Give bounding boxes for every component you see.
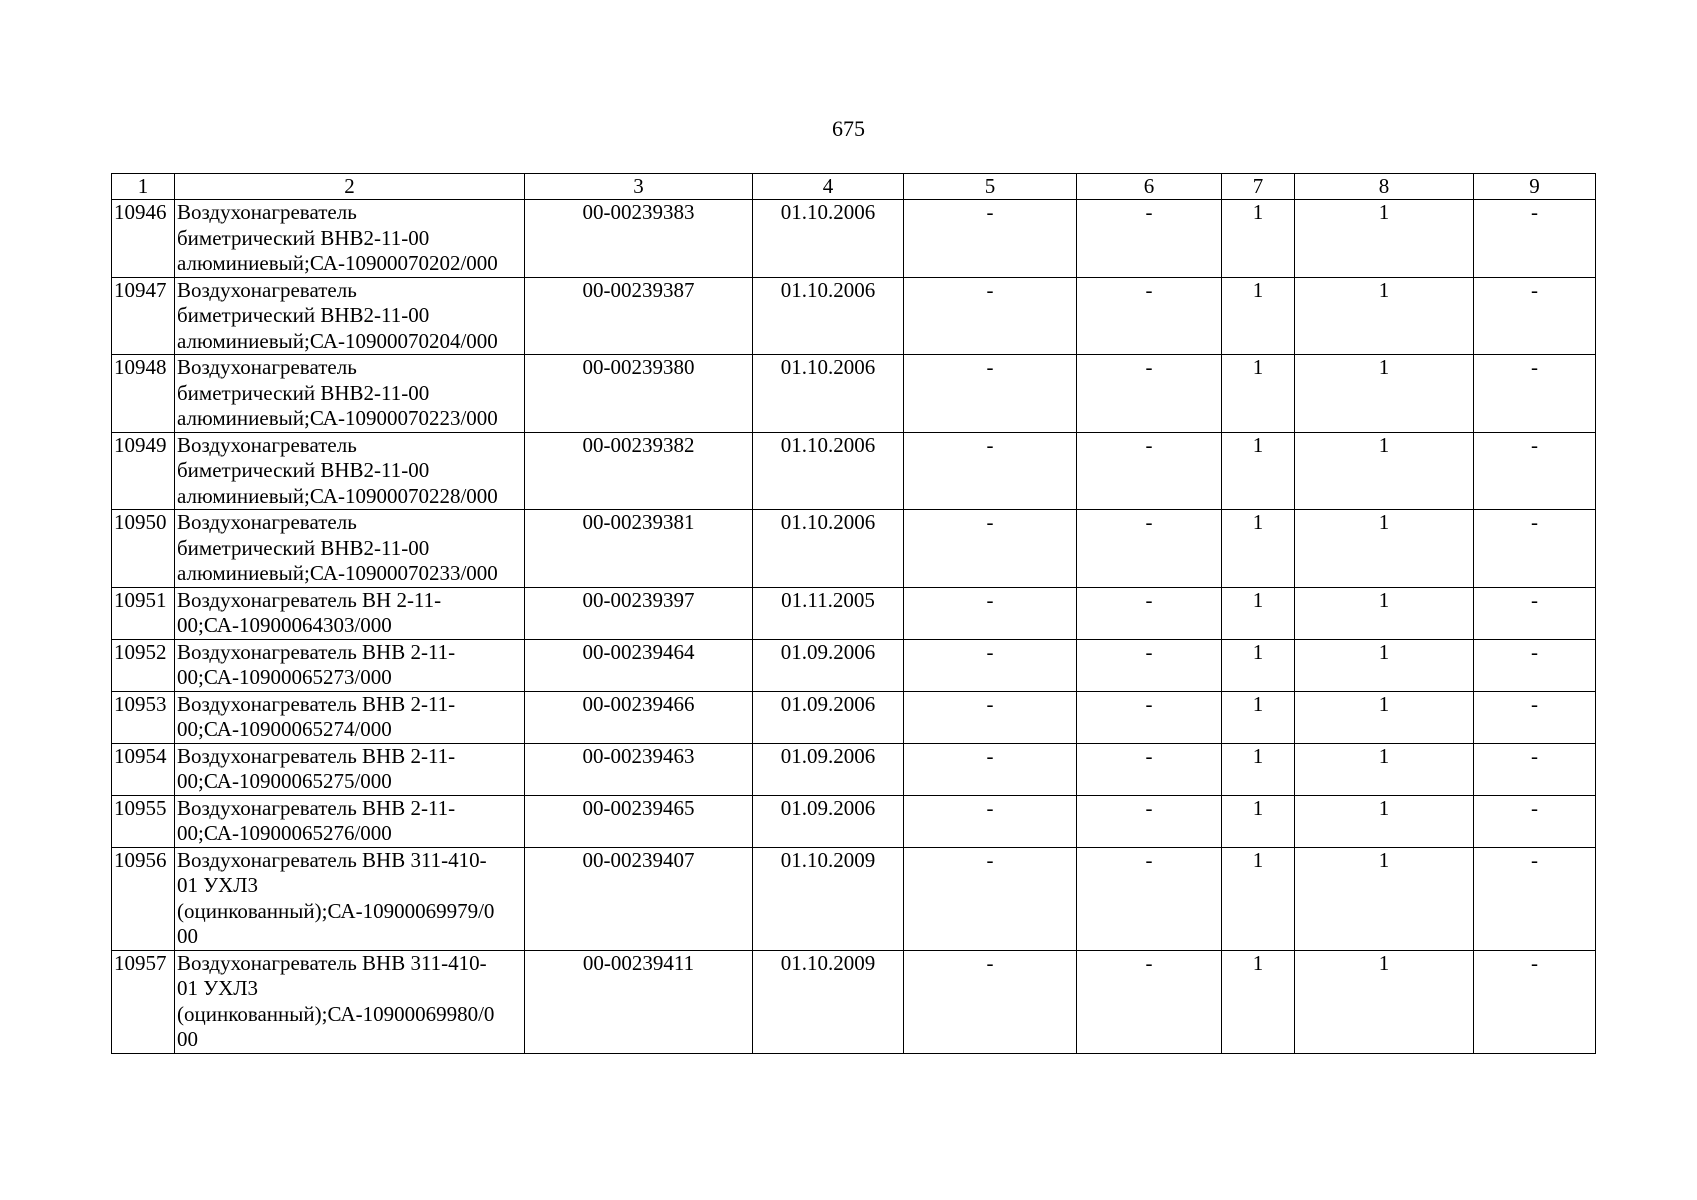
cell-item-name: Воздухонагреватель ВНВ 2-11- 00;СА-10900065275/000 bbox=[175, 743, 525, 795]
cell-col-8: 1 bbox=[1295, 587, 1474, 639]
cell-item-name: Воздухонагреватель ВНВ 311-410- 01 УХЛ3 (оцинкованный);СА-10900069980/0 00 bbox=[175, 950, 525, 1053]
cell-col-7: 1 bbox=[1222, 200, 1295, 278]
cell-col-8: 1 bbox=[1295, 510, 1474, 588]
cell-row-number: 10949 bbox=[112, 432, 175, 510]
cell-row-number: 10948 bbox=[112, 355, 175, 433]
column-header: 1 bbox=[112, 174, 175, 200]
cell-col-7: 1 bbox=[1222, 639, 1295, 691]
cell-col-8: 1 bbox=[1295, 277, 1474, 355]
cell-inventory-code: 00-00239381 bbox=[525, 510, 753, 588]
cell-date: 01.09.2006 bbox=[753, 795, 904, 847]
table-row bbox=[112, 277, 1596, 355]
cell-inventory-code: 00-00239407 bbox=[525, 847, 753, 950]
column-header: 3 bbox=[525, 174, 753, 200]
cell-col-9: - bbox=[1474, 950, 1596, 1053]
cell-col-6: - bbox=[1077, 587, 1222, 639]
table-header bbox=[112, 174, 1596, 200]
table-row bbox=[112, 847, 1596, 950]
column-header: 2 bbox=[175, 174, 525, 200]
cell-col-8: 1 bbox=[1295, 200, 1474, 278]
cell-col-8: 1 bbox=[1295, 432, 1474, 510]
cell-col-6: - bbox=[1077, 950, 1222, 1053]
table-row bbox=[112, 355, 1596, 433]
cell-col-8: 1 bbox=[1295, 691, 1474, 743]
cell-date: 01.09.2006 bbox=[753, 691, 904, 743]
cell-inventory-code: 00-00239387 bbox=[525, 277, 753, 355]
cell-col-6: - bbox=[1077, 691, 1222, 743]
column-header: 9 bbox=[1474, 174, 1596, 200]
cell-item-name: Воздухонагреватель ВНВ 2-11- 00;СА-10900065274/000 bbox=[175, 691, 525, 743]
cell-inventory-code: 00-00239464 bbox=[525, 639, 753, 691]
cell-item-name: Воздухонагреватель биметрический ВНВ2-11-00 алюминиевый;СА-10900070202/000 bbox=[175, 200, 525, 278]
table-row bbox=[112, 743, 1596, 795]
table-row bbox=[112, 200, 1596, 278]
table-row bbox=[112, 691, 1596, 743]
column-header: 5 bbox=[904, 174, 1077, 200]
cell-inventory-code: 00-00239382 bbox=[525, 432, 753, 510]
cell-col-7: 1 bbox=[1222, 950, 1295, 1053]
cell-col-9: - bbox=[1474, 587, 1596, 639]
cell-item-name: Воздухонагреватель ВН 2-11- 00;СА-10900064303/000 bbox=[175, 587, 525, 639]
table-row bbox=[112, 587, 1596, 639]
cell-inventory-code: 00-00239466 bbox=[525, 691, 753, 743]
cell-col-5: - bbox=[904, 639, 1077, 691]
cell-row-number: 10952 bbox=[112, 639, 175, 691]
cell-date: 01.10.2006 bbox=[753, 200, 904, 278]
table-row bbox=[112, 795, 1596, 847]
cell-item-name: Воздухонагреватель биметрический ВНВ2-11-00 алюминиевый;СА-10900070233/000 bbox=[175, 510, 525, 588]
cell-item-name: Воздухонагреватель биметрический ВНВ2-11-00 алюминиевый;СА-10900070228/000 bbox=[175, 432, 525, 510]
cell-col-8: 1 bbox=[1295, 847, 1474, 950]
cell-row-number: 10955 bbox=[112, 795, 175, 847]
cell-col-6: - bbox=[1077, 432, 1222, 510]
cell-row-number: 10947 bbox=[112, 277, 175, 355]
table-row bbox=[112, 432, 1596, 510]
cell-col-7: 1 bbox=[1222, 432, 1295, 510]
cell-inventory-code: 00-00239411 bbox=[525, 950, 753, 1053]
cell-col-5: - bbox=[904, 691, 1077, 743]
cell-col-9: - bbox=[1474, 639, 1596, 691]
cell-col-7: 1 bbox=[1222, 847, 1295, 950]
cell-col-9: - bbox=[1474, 355, 1596, 433]
cell-col-7: 1 bbox=[1222, 277, 1295, 355]
cell-col-5: - bbox=[904, 200, 1077, 278]
cell-inventory-code: 00-00239380 bbox=[525, 355, 753, 433]
cell-col-8: 1 bbox=[1295, 639, 1474, 691]
cell-date: 01.10.2006 bbox=[753, 277, 904, 355]
cell-date: 01.09.2006 bbox=[753, 743, 904, 795]
cell-col-6: - bbox=[1077, 639, 1222, 691]
cell-col-5: - bbox=[904, 847, 1077, 950]
cell-col-5: - bbox=[904, 432, 1077, 510]
cell-col-7: 1 bbox=[1222, 587, 1295, 639]
cell-col-5: - bbox=[904, 743, 1077, 795]
cell-col-9: - bbox=[1474, 691, 1596, 743]
cell-col-9: - bbox=[1474, 277, 1596, 355]
cell-col-9: - bbox=[1474, 795, 1596, 847]
cell-row-number: 10954 bbox=[112, 743, 175, 795]
cell-col-8: 1 bbox=[1295, 950, 1474, 1053]
cell-col-8: 1 bbox=[1295, 355, 1474, 433]
cell-col-5: - bbox=[904, 355, 1077, 433]
inventory-table bbox=[111, 173, 1596, 1054]
cell-date: 01.10.2009 bbox=[753, 950, 904, 1053]
table-row bbox=[112, 510, 1596, 588]
cell-col-9: - bbox=[1474, 432, 1596, 510]
cell-date: 01.10.2006 bbox=[753, 432, 904, 510]
cell-col-9: - bbox=[1474, 743, 1596, 795]
table-row bbox=[112, 950, 1596, 1053]
cell-row-number: 10957 bbox=[112, 950, 175, 1053]
cell-date: 01.09.2006 bbox=[753, 639, 904, 691]
header-row bbox=[112, 174, 1596, 200]
column-header: 7 bbox=[1222, 174, 1295, 200]
cell-col-7: 1 bbox=[1222, 355, 1295, 433]
cell-col-7: 1 bbox=[1222, 691, 1295, 743]
cell-date: 01.11.2005 bbox=[753, 587, 904, 639]
table-row bbox=[112, 639, 1596, 691]
cell-col-8: 1 bbox=[1295, 795, 1474, 847]
cell-col-5: - bbox=[904, 510, 1077, 588]
cell-col-6: - bbox=[1077, 355, 1222, 433]
cell-col-9: - bbox=[1474, 510, 1596, 588]
cell-row-number: 10946 bbox=[112, 200, 175, 278]
cell-col-7: 1 bbox=[1222, 510, 1295, 588]
cell-item-name: Воздухонагреватель ВНВ 311-410- 01 УХЛ3 (оцинкованный);СА-10900069979/0 00 bbox=[175, 847, 525, 950]
cell-col-6: - bbox=[1077, 277, 1222, 355]
cell-item-name: Воздухонагреватель биметрический ВНВ2-11-00 алюминиевый;СА-10900070223/000 bbox=[175, 355, 525, 433]
cell-col-5: - bbox=[904, 950, 1077, 1053]
cell-col-9: - bbox=[1474, 200, 1596, 278]
cell-col-6: - bbox=[1077, 795, 1222, 847]
cell-date: 01.10.2006 bbox=[753, 510, 904, 588]
column-header: 8 bbox=[1295, 174, 1474, 200]
cell-col-8: 1 bbox=[1295, 743, 1474, 795]
cell-item-name: Воздухонагреватель биметрический ВНВ2-11-00 алюминиевый;СА-10900070204/000 bbox=[175, 277, 525, 355]
cell-row-number: 10951 bbox=[112, 587, 175, 639]
cell-row-number: 10950 bbox=[112, 510, 175, 588]
page-number: 675 bbox=[832, 116, 865, 141]
cell-inventory-code: 00-00239463 bbox=[525, 743, 753, 795]
table-body bbox=[112, 200, 1596, 1054]
cell-col-7: 1 bbox=[1222, 743, 1295, 795]
cell-row-number: 10956 bbox=[112, 847, 175, 950]
cell-col-6: - bbox=[1077, 847, 1222, 950]
cell-col-9: - bbox=[1474, 847, 1596, 950]
cell-inventory-code: 00-00239397 bbox=[525, 587, 753, 639]
cell-date: 01.10.2006 bbox=[753, 355, 904, 433]
column-header: 4 bbox=[753, 174, 904, 200]
column-header: 6 bbox=[1077, 174, 1222, 200]
cell-date: 01.10.2009 bbox=[753, 847, 904, 950]
cell-item-name: Воздухонагреватель ВНВ 2-11- 00;СА-10900065276/000 bbox=[175, 795, 525, 847]
cell-col-7: 1 bbox=[1222, 795, 1295, 847]
cell-col-6: - bbox=[1077, 743, 1222, 795]
cell-col-5: - bbox=[904, 277, 1077, 355]
cell-inventory-code: 00-00239465 bbox=[525, 795, 753, 847]
cell-col-5: - bbox=[904, 795, 1077, 847]
cell-inventory-code: 00-00239383 bbox=[525, 200, 753, 278]
cell-item-name: Воздухонагреватель ВНВ 2-11- 00;СА-10900065273/000 bbox=[175, 639, 525, 691]
cell-col-5: - bbox=[904, 587, 1077, 639]
cell-row-number: 10953 bbox=[112, 691, 175, 743]
cell-col-6: - bbox=[1077, 510, 1222, 588]
cell-col-6: - bbox=[1077, 200, 1222, 278]
